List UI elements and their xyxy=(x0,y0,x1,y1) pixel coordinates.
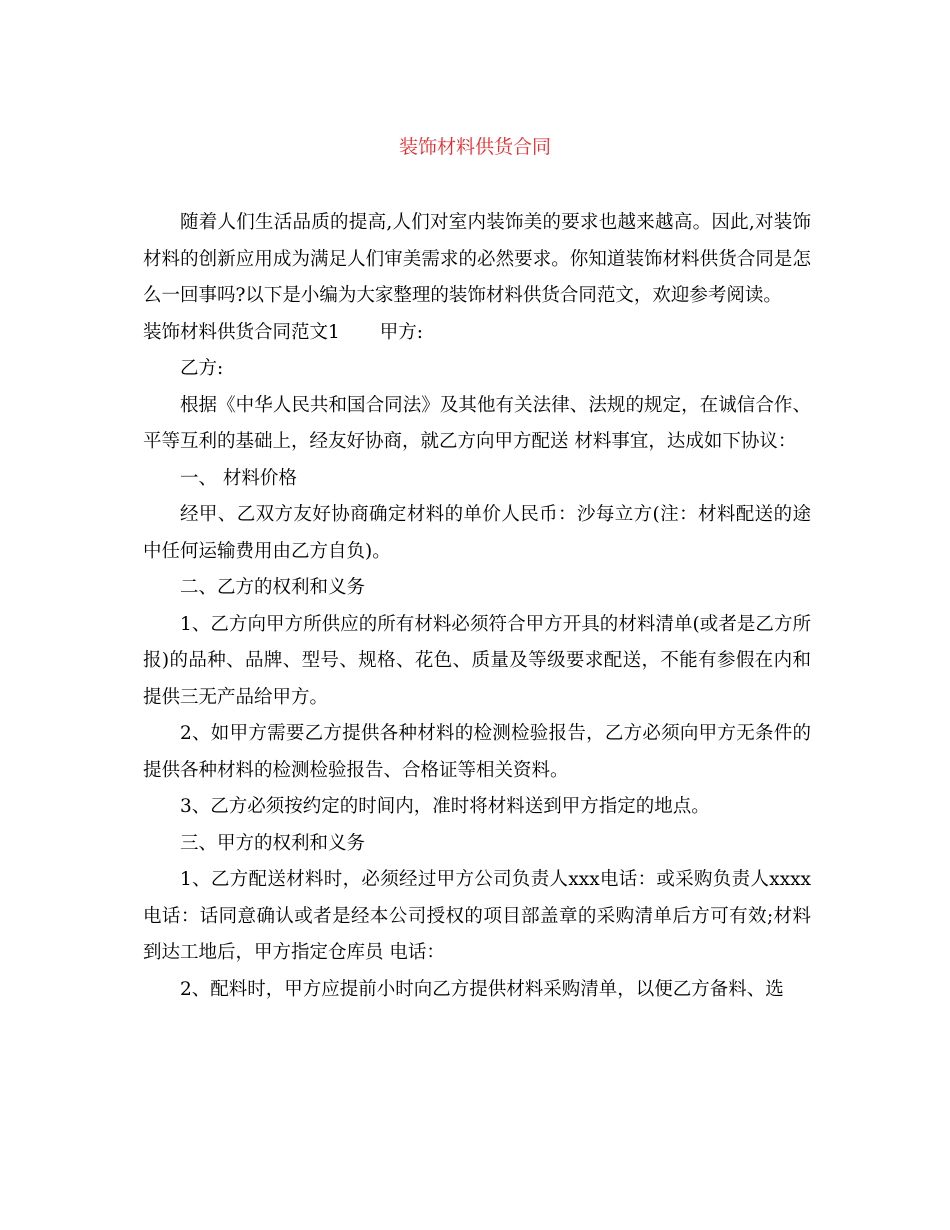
section2-item1: 1、乙方向甲方所供应的所有材料必须符合甲方开具的材料清单(或者是乙方所报)的品种、品牌、型号、规格、花色、质量及等级要求配送，不能有参假在内和提供三无产品给甲方。 xyxy=(143,613,811,708)
document-title: 装饰材料供货合同 xyxy=(398,136,551,158)
section3-item2: 2、配料时，甲方应提前小时向乙方提供材料采购清单，以便乙方备料、选 xyxy=(180,978,784,1000)
section1-text: 经甲、乙双方友好协商确定材料的单价人民币：沙每立方(注：材料配送的途中任何运输费用由乙方自负)。 xyxy=(143,504,811,562)
preamble-paragraph: 根据《中华人民共和国合同法》及其他有关法律、法规的规定，在诚信合作、平等互利的基础上，经友好协商，就乙方向甲方配送 材料事宜，达成如下协议： xyxy=(143,394,811,452)
sample-heading-line xyxy=(143,315,811,352)
section3-item1: 1、乙方配送材料时，必须经过甲方公司负责人xxx电话：或采购负责人xxxx电话：话同意确认或者是经本公司授权的项目部盖章的采购清单后方可有效;材料到达工地后，甲方指定仓库员 电话： xyxy=(143,869,811,963)
party-a-label: 甲方: xyxy=(379,321,424,343)
section1-heading: 一、 材料价格 xyxy=(180,467,297,489)
party-b-label: 乙方: xyxy=(180,358,224,379)
section3-heading: 三、甲方的权利和义务 xyxy=(180,832,366,854)
section2-item2: 2、如甲方需要乙方提供各种材料的检测检验报告，乙方必须向甲方无条件的提供各种材料的检测检验报告、合格证等相关资料。 xyxy=(143,723,811,781)
section2-item3: 3、乙方必须按约定的时间内，准时将材料送到甲方指定的地点。 xyxy=(180,796,710,817)
intro-paragraph: 随着人们生活品质的提高,人们对室内装饰美的要求也越来越高。因此,对装饰材料的创新应用成为满足人们审美需求的必然要求。你知道装饰材料供货合同是怎么一回事吗?以下是小编为大家整理的装饰材料供货合同范文，欢迎参考阅读。 xyxy=(143,212,811,306)
section2-heading: 二、乙方的权利和义务 xyxy=(180,577,366,598)
document-body xyxy=(143,205,811,1008)
sample-heading: 装饰材料供货合同范文1 xyxy=(143,321,340,343)
